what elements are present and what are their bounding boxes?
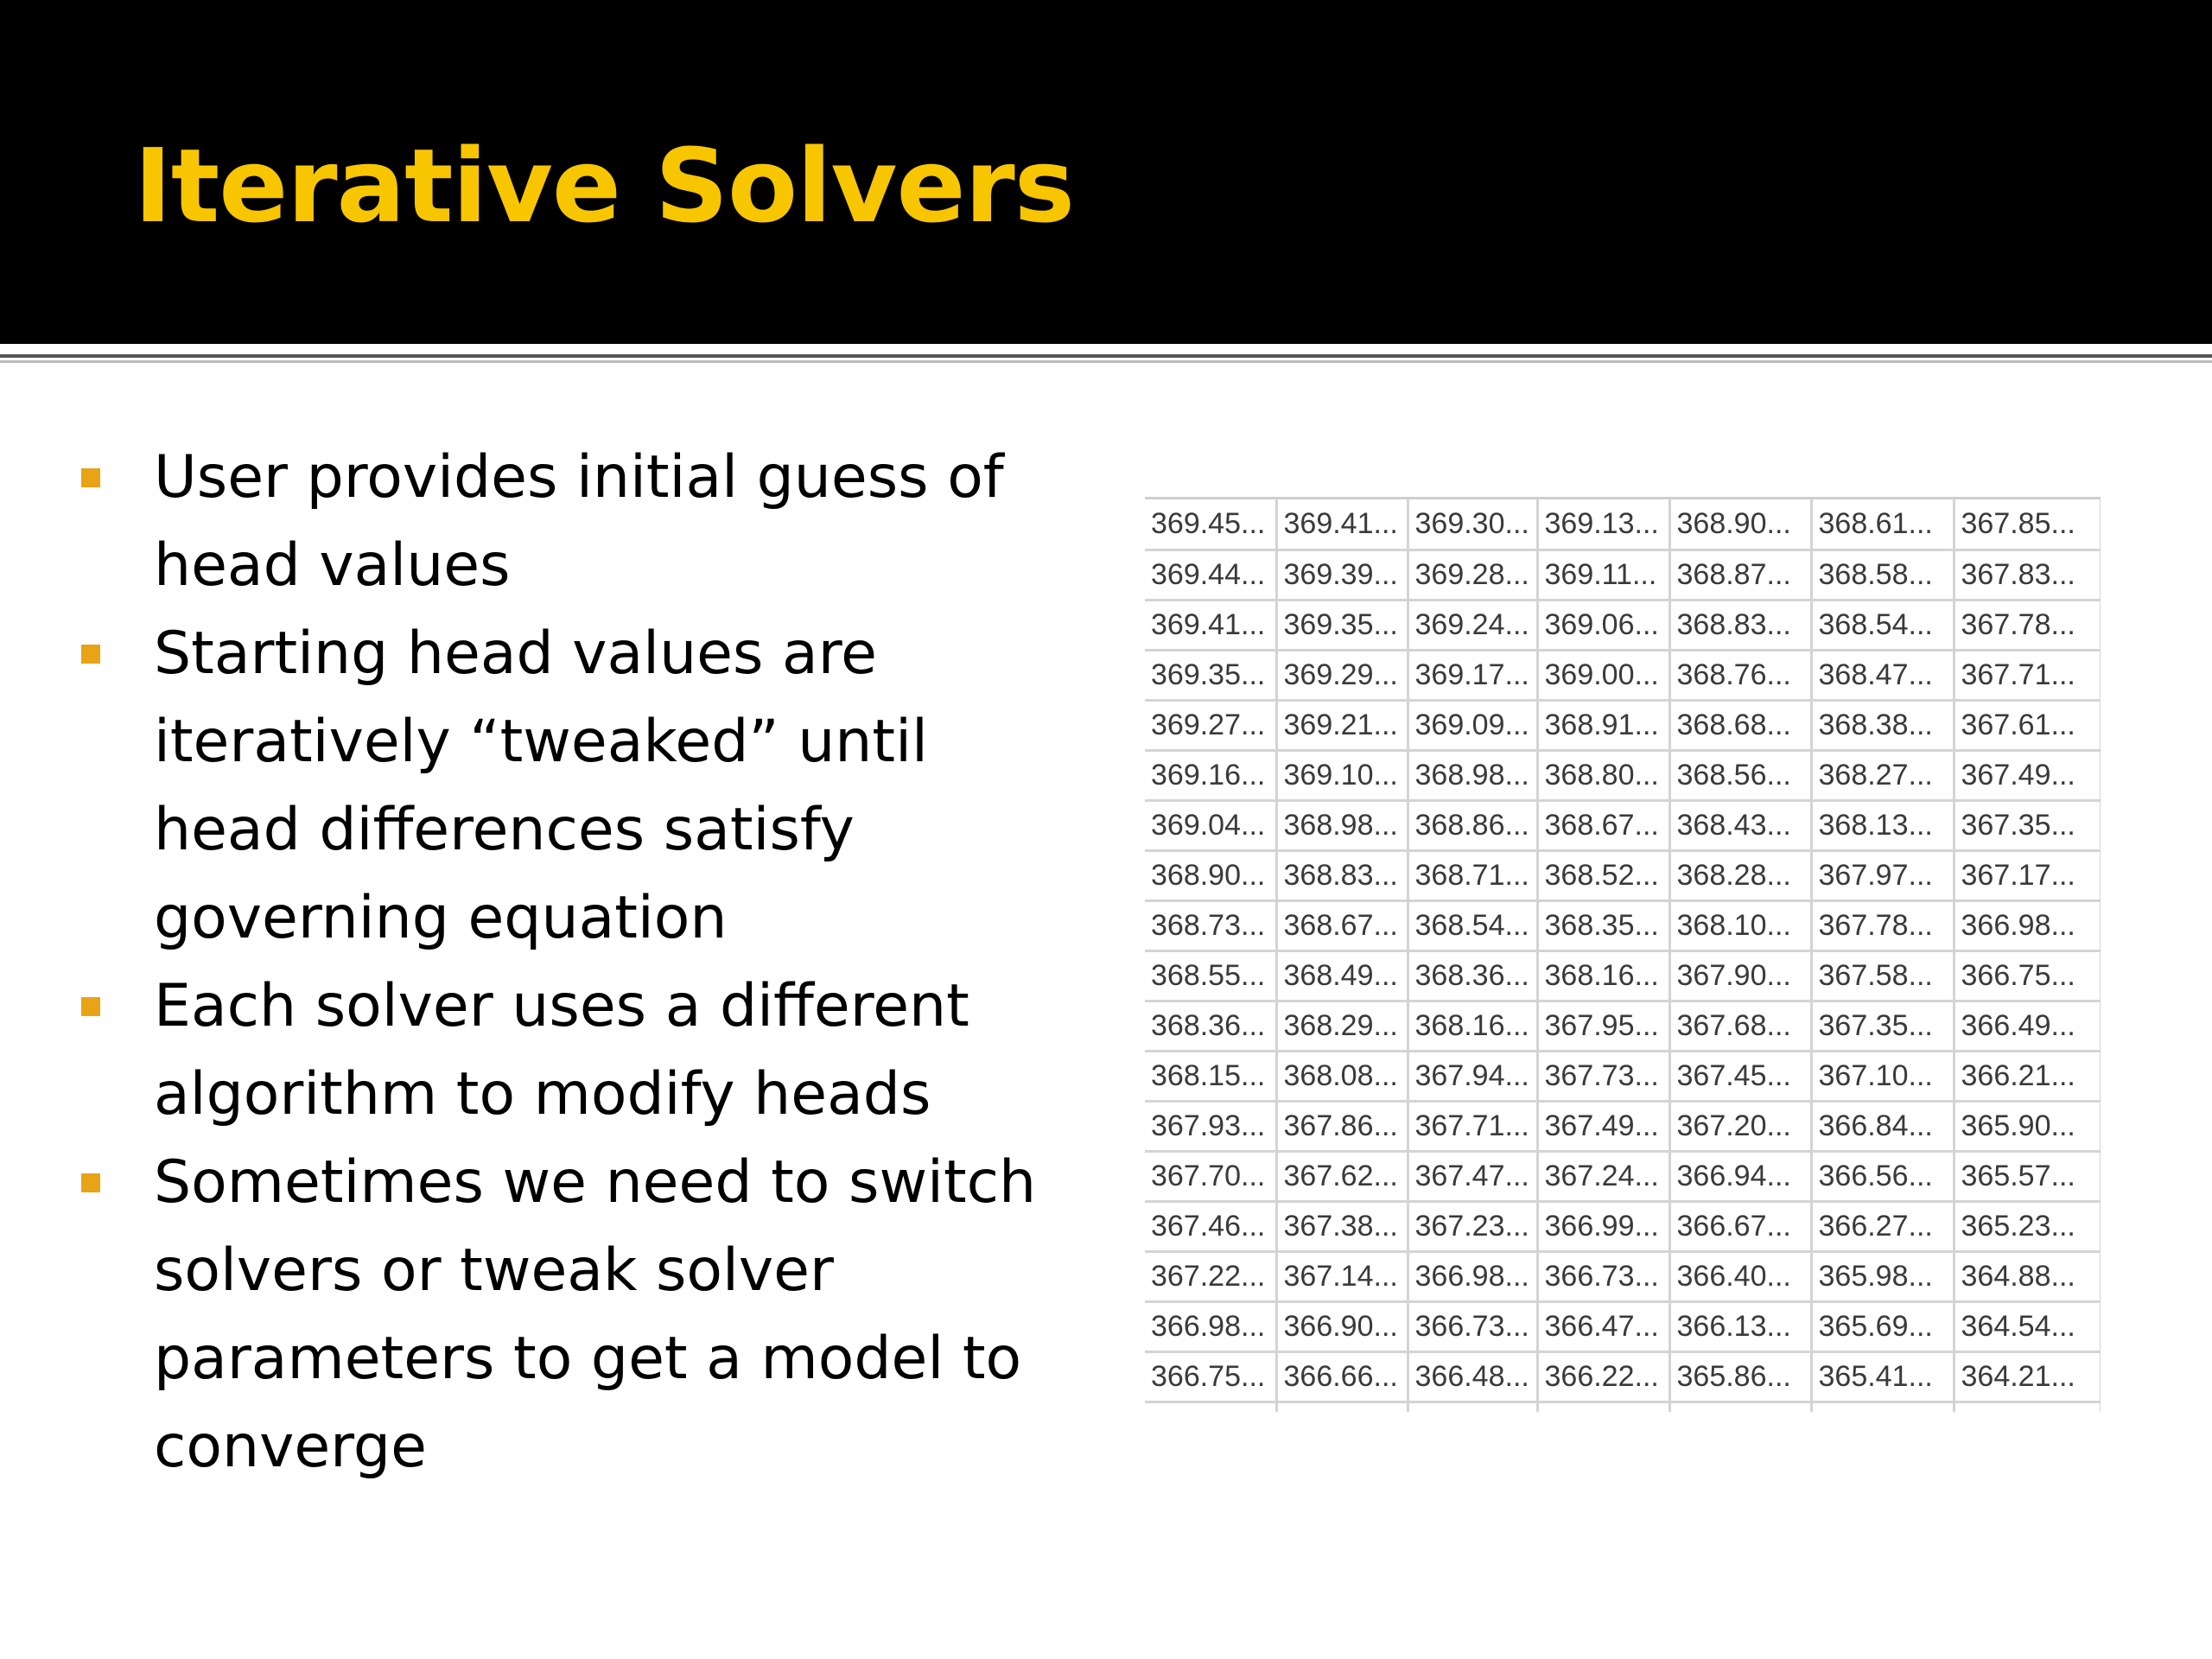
grid-cell[interactable]: 368.36... <box>1145 1001 1276 1051</box>
head-values-body <box>1145 499 2101 1412</box>
grid-cell[interactable]: 364.54... <box>1954 1301 2101 1351</box>
grid-cell[interactable]: 369.27... <box>1145 700 1276 750</box>
grid-cell[interactable]: 369.04... <box>1145 800 1276 850</box>
grid-cell[interactable]: 366.90... <box>1276 1301 1408 1351</box>
grid-cell-partial <box>1276 1402 1408 1412</box>
grid-cell[interactable]: 368.54... <box>1811 600 1954 650</box>
table-row-partial <box>1145 1402 2101 1412</box>
grid-cell[interactable]: 365.23... <box>1954 1201 2101 1251</box>
grid-cell[interactable]: 366.99... <box>1537 1201 1669 1251</box>
table-row <box>1145 1101 2101 1151</box>
grid-cell[interactable]: 367.95... <box>1537 1001 1669 1051</box>
grid-cell[interactable]: 369.13... <box>1537 499 1669 550</box>
grid-cell-partial <box>1537 1402 1669 1412</box>
grid-cell[interactable]: 369.41... <box>1276 499 1408 550</box>
grid-cell[interactable]: 367.46... <box>1145 1201 1276 1251</box>
grid-cell[interactable]: 368.56... <box>1669 750 1811 800</box>
grid-cell[interactable]: 368.58... <box>1811 550 1954 600</box>
grid-cell[interactable]: 369.11... <box>1537 550 1669 600</box>
grid-cell[interactable]: 369.39... <box>1276 550 1408 600</box>
grid-cell[interactable]: 366.84... <box>1811 1101 1954 1151</box>
slide-title: Iterative Solvers <box>134 126 1074 245</box>
grid-cell[interactable]: 366.47... <box>1537 1301 1669 1351</box>
grid-cell[interactable]: 369.30... <box>1408 499 1537 550</box>
grid-cell[interactable]: 368.27... <box>1811 750 1954 800</box>
bullet-item <box>78 434 1071 610</box>
grid-cell[interactable]: 368.83... <box>1669 600 1811 650</box>
grid-cell[interactable]: 369.44... <box>1145 550 1276 600</box>
grid-cell[interactable]: 367.23... <box>1408 1201 1537 1251</box>
grid-cell[interactable]: 368.15... <box>1145 1051 1276 1101</box>
grid-cell[interactable]: 369.17... <box>1408 650 1537 700</box>
grid-cell[interactable]: 367.22... <box>1145 1251 1276 1301</box>
grid-cell[interactable]: 366.40... <box>1669 1251 1811 1301</box>
grid-cell[interactable]: 366.22... <box>1537 1351 1669 1402</box>
grid-cell[interactable]: 365.86... <box>1669 1351 1811 1402</box>
grid-cell[interactable]: 367.58... <box>1811 950 1954 1001</box>
grid-cell[interactable]: 369.10... <box>1276 750 1408 800</box>
bullet-text: Each solver uses a different algorithm to modify heads <box>154 972 969 1128</box>
bullet-item <box>78 963 1071 1139</box>
grid-cell[interactable]: 368.28... <box>1669 850 1811 900</box>
grid-cell[interactable]: 366.73... <box>1537 1251 1669 1301</box>
table-row <box>1145 850 2101 900</box>
grid-cell[interactable]: 369.00... <box>1537 650 1669 700</box>
grid-cell[interactable]: 368.16... <box>1408 1001 1537 1051</box>
grid-cell[interactable]: 367.35... <box>1954 800 2101 850</box>
grid-cell[interactable]: 368.98... <box>1276 800 1408 850</box>
head-values-grid <box>1145 497 2101 1465</box>
table-row <box>1145 750 2101 800</box>
grid-cell[interactable]: 367.86... <box>1276 1101 1408 1151</box>
grid-cell[interactable]: 366.13... <box>1669 1301 1811 1351</box>
grid-cell-partial <box>1408 1402 1537 1412</box>
grid-cell[interactable]: 368.61... <box>1811 499 1954 550</box>
grid-cell[interactable]: 365.90... <box>1954 1101 2101 1151</box>
square-bullet-icon <box>81 645 100 664</box>
grid-cell[interactable]: 366.49... <box>1954 1001 2101 1051</box>
table-row <box>1145 650 2101 700</box>
grid-cell[interactable]: 368.13... <box>1811 800 1954 850</box>
grid-cell[interactable]: 368.83... <box>1276 850 1408 900</box>
grid-cell[interactable]: 366.98... <box>1954 900 2101 950</box>
square-bullet-icon <box>81 468 100 487</box>
grid-cell[interactable]: 369.16... <box>1145 750 1276 800</box>
grid-cell[interactable]: 366.27... <box>1811 1201 1954 1251</box>
grid-cell[interactable]: 368.08... <box>1276 1051 1408 1101</box>
grid-cell[interactable]: 367.45... <box>1669 1051 1811 1101</box>
grid-cell[interactable]: 368.68... <box>1669 700 1811 750</box>
grid-cell[interactable]: 366.48... <box>1408 1351 1537 1402</box>
title-band <box>0 0 2212 344</box>
title-divider-light <box>0 360 2212 363</box>
grid-cell[interactable]: 365.41... <box>1811 1351 1954 1402</box>
grid-cell[interactable]: 368.91... <box>1537 700 1669 750</box>
grid-cell[interactable]: 368.36... <box>1408 950 1537 1001</box>
grid-cell[interactable]: 368.67... <box>1537 800 1669 850</box>
bullet-text: User provides initial guess of head values <box>154 443 1004 600</box>
grid-cell[interactable]: 367.61... <box>1954 700 2101 750</box>
grid-cell[interactable]: 369.45... <box>1145 499 1276 550</box>
grid-cell[interactable]: 366.21... <box>1954 1051 2101 1101</box>
table-row <box>1145 1251 2101 1301</box>
table-row <box>1145 700 2101 750</box>
grid-cell[interactable]: 367.71... <box>1408 1101 1537 1151</box>
bullet-item <box>78 610 1071 963</box>
grid-cell[interactable]: 368.49... <box>1276 950 1408 1001</box>
table-row <box>1145 499 2101 550</box>
grid-cell[interactable]: 368.87... <box>1669 550 1811 600</box>
grid-cell[interactable]: 366.73... <box>1408 1301 1537 1351</box>
table-row <box>1145 900 2101 950</box>
grid-cell[interactable]: 368.16... <box>1537 950 1669 1001</box>
bullet-item <box>78 1139 1071 1491</box>
grid-cell[interactable]: 368.76... <box>1669 650 1811 700</box>
grid-cell-partial <box>1811 1402 1954 1412</box>
head-values-table <box>1145 499 2101 1412</box>
grid-cell[interactable]: 365.69... <box>1811 1301 1954 1351</box>
table-row <box>1145 1201 2101 1251</box>
grid-cell[interactable]: 367.14... <box>1276 1251 1408 1301</box>
grid-cell[interactable]: 369.24... <box>1408 600 1537 650</box>
table-row <box>1145 1151 2101 1201</box>
grid-cell[interactable]: 368.43... <box>1669 800 1811 850</box>
grid-cell[interactable]: 367.85... <box>1954 499 2101 550</box>
grid-cell[interactable]: 368.54... <box>1408 900 1537 950</box>
grid-cell[interactable]: 366.56... <box>1811 1151 1954 1201</box>
grid-cell[interactable]: 364.88... <box>1954 1251 2101 1301</box>
grid-cell[interactable]: 368.52... <box>1537 850 1669 900</box>
grid-cell[interactable]: 368.71... <box>1408 850 1537 900</box>
grid-cell[interactable]: 368.80... <box>1537 750 1669 800</box>
grid-cell-partial <box>1669 1402 1811 1412</box>
grid-cell[interactable]: 367.38... <box>1276 1201 1408 1251</box>
grid-cell[interactable]: 367.17... <box>1954 850 2101 900</box>
bullet-text: Starting head values are iteratively “tweaked” until head differences satisfy governing equation <box>154 620 928 952</box>
grid-cell[interactable]: 367.70... <box>1145 1151 1276 1201</box>
grid-cell[interactable]: 369.21... <box>1276 700 1408 750</box>
grid-cell[interactable]: 367.35... <box>1811 1001 1954 1051</box>
grid-cell[interactable]: 367.93... <box>1145 1101 1276 1151</box>
grid-cell-partial <box>1954 1402 2101 1412</box>
grid-cell[interactable]: 366.66... <box>1276 1351 1408 1402</box>
grid-cell[interactable]: 368.29... <box>1276 1001 1408 1051</box>
grid-cell[interactable]: 366.75... <box>1954 950 2101 1001</box>
grid-cell[interactable]: 367.47... <box>1408 1151 1537 1201</box>
grid-cell[interactable]: 367.73... <box>1537 1051 1669 1101</box>
bullet-text: Sometimes we need to switch solvers or tweak solver parameters to get a model to converge <box>154 1148 1037 1481</box>
grid-cell[interactable]: 368.47... <box>1811 650 1954 700</box>
grid-cell[interactable]: 366.98... <box>1408 1251 1537 1301</box>
table-row <box>1145 1051 2101 1101</box>
grid-cell[interactable]: 369.29... <box>1276 650 1408 700</box>
grid-cell[interactable]: 367.83... <box>1954 550 2101 600</box>
grid-cell[interactable]: 368.86... <box>1408 800 1537 850</box>
grid-cell[interactable]: 367.71... <box>1954 650 2101 700</box>
grid-cell[interactable]: 367.49... <box>1537 1101 1669 1151</box>
grid-cell[interactable]: 365.57... <box>1954 1151 2101 1201</box>
grid-cell[interactable]: 368.90... <box>1145 850 1276 900</box>
square-bullet-icon <box>81 1173 100 1192</box>
grid-cell[interactable]: 366.75... <box>1145 1351 1276 1402</box>
table-row <box>1145 550 2101 600</box>
grid-cell[interactable]: 366.94... <box>1669 1151 1811 1201</box>
grid-cell[interactable]: 367.90... <box>1669 950 1811 1001</box>
grid-cell[interactable]: 364.21... <box>1954 1351 2101 1402</box>
table-row <box>1145 950 2101 1001</box>
grid-cell[interactable]: 368.10... <box>1669 900 1811 950</box>
grid-cell[interactable]: 369.06... <box>1537 600 1669 650</box>
grid-cell[interactable]: 369.35... <box>1276 600 1408 650</box>
grid-cell[interactable]: 367.24... <box>1537 1151 1669 1201</box>
grid-cell-partial <box>1145 1402 1276 1412</box>
grid-cell[interactable]: 367.78... <box>1811 900 1954 950</box>
table-row <box>1145 1351 2101 1402</box>
grid-cell[interactable]: 369.35... <box>1145 650 1276 700</box>
square-bullet-icon <box>81 997 100 1016</box>
grid-cell[interactable]: 368.55... <box>1145 950 1276 1001</box>
grid-cell[interactable]: 367.62... <box>1276 1151 1408 1201</box>
grid-cell[interactable]: 367.78... <box>1954 600 2101 650</box>
grid-cell[interactable]: 367.68... <box>1669 1001 1811 1051</box>
grid-cell[interactable]: 369.41... <box>1145 600 1276 650</box>
grid-cell[interactable]: 369.28... <box>1408 550 1537 600</box>
grid-cell[interactable]: 367.10... <box>1811 1051 1954 1101</box>
grid-cell[interactable]: 368.35... <box>1537 900 1669 950</box>
table-row <box>1145 1301 2101 1351</box>
grid-cell[interactable]: 365.98... <box>1811 1251 1954 1301</box>
grid-cell[interactable]: 369.09... <box>1408 700 1537 750</box>
bullet-list <box>78 434 1071 1491</box>
grid-cell[interactable]: 367.20... <box>1669 1101 1811 1151</box>
grid-cell[interactable]: 368.38... <box>1811 700 1954 750</box>
title-divider-dark <box>0 354 2212 358</box>
grid-cell[interactable]: 368.98... <box>1408 750 1537 800</box>
grid-cell[interactable]: 368.73... <box>1145 900 1276 950</box>
grid-cell[interactable]: 367.97... <box>1811 850 1954 900</box>
grid-cell[interactable]: 367.94... <box>1408 1051 1537 1101</box>
table-row <box>1145 800 2101 850</box>
table-row <box>1145 600 2101 650</box>
grid-cell[interactable]: 368.90... <box>1669 499 1811 550</box>
grid-cell[interactable]: 366.98... <box>1145 1301 1276 1351</box>
grid-cell[interactable]: 366.67... <box>1669 1201 1811 1251</box>
table-row <box>1145 1001 2101 1051</box>
grid-cell[interactable]: 368.67... <box>1276 900 1408 950</box>
grid-cell[interactable]: 367.49... <box>1954 750 2101 800</box>
